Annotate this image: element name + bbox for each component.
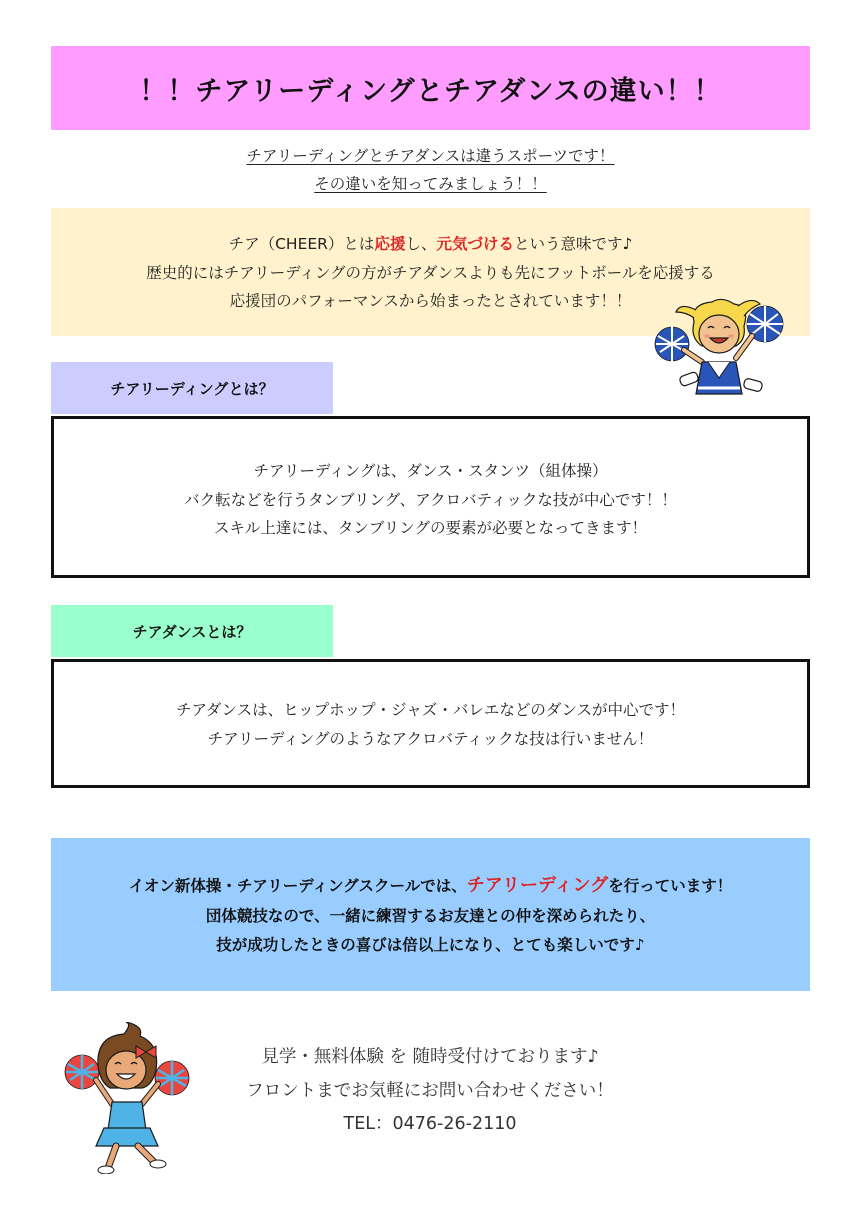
- intro-line2: 歴史的にはチアリーディングの方がチアダンスよりも先にフットボールを応援する: [146, 263, 715, 282]
- cheerdance-line: チアダンスは、ヒップホップ・ジャズ・バレエなどのダンスが中心です！: [175, 701, 686, 719]
- cheerleading-line: バク転などを行うタンブリング、アクロバティックな技が中心です！！: [184, 490, 677, 509]
- school-line2: 団体競技なので、一緒に練習するお友達との仲を深められたり、: [205, 906, 656, 925]
- cheerdance-line: チアリーディングのようなアクロバティックな技は行いません！: [207, 729, 654, 748]
- school-info-box: [51, 838, 810, 991]
- intro-line1: [51, 230, 810, 259]
- cheerleader-brunette-icon: [62, 1022, 194, 1174]
- cheerdance-heading: チアダンスとは？: [51, 605, 333, 657]
- school-emphasis-cheerleading: チアリーディング: [466, 875, 609, 896]
- intro-line1-suffix: という意味です♪: [513, 235, 633, 253]
- contact-inquiry-note: フロントまでお気軽にお問い合わせください！: [246, 1080, 614, 1101]
- intro-line1-mid: し、: [405, 235, 437, 253]
- contact-phone: TEL：0476-26-2110: [343, 1114, 517, 1134]
- contact-trial-note: 見学・無料体験 を 随時受付けております♪: [261, 1047, 599, 1067]
- school-line1-suffix: を行っています！: [608, 877, 733, 895]
- intro-emphasis-support: 応援: [374, 235, 406, 253]
- cheerleading-heading: チアリーディングとは？: [51, 362, 333, 414]
- subtitle-line1: チアリーディングとチアダンスは違うスポーツです！: [246, 147, 615, 165]
- cheerleading-line: スキル上達には、タンブリングの要素が必要となってきます！: [214, 519, 647, 537]
- cheerdance-description-box: [51, 659, 810, 788]
- subtitle: [51, 142, 810, 198]
- intro-line3: 応援団のパフォーマンスから始まったとされています！！: [229, 292, 632, 310]
- subtitle-line2: その違いを知ってみましょう！！: [314, 175, 547, 193]
- school-line1: [51, 871, 810, 902]
- intro-emphasis-encourage: 元気づける: [436, 235, 514, 253]
- cheerleading-line: チアリーディングは、ダンス・スタンツ（組体操）: [253, 462, 608, 480]
- school-line1-prefix: イオン新体操・チアリーディングスクールでは、: [128, 877, 467, 895]
- contact-info: [180, 1041, 680, 1142]
- intro-line1-prefix: チア（CHEER）とは: [228, 235, 375, 253]
- cheerleader-blonde-icon: [650, 296, 785, 408]
- cheerleading-description-box: [51, 416, 810, 578]
- school-line3: 技が成功したときの喜びは倍以上になり、とても楽しいです♪: [216, 936, 645, 954]
- page-title: ！！チアリーディングとチアダンスの違い！！: [51, 46, 810, 130]
